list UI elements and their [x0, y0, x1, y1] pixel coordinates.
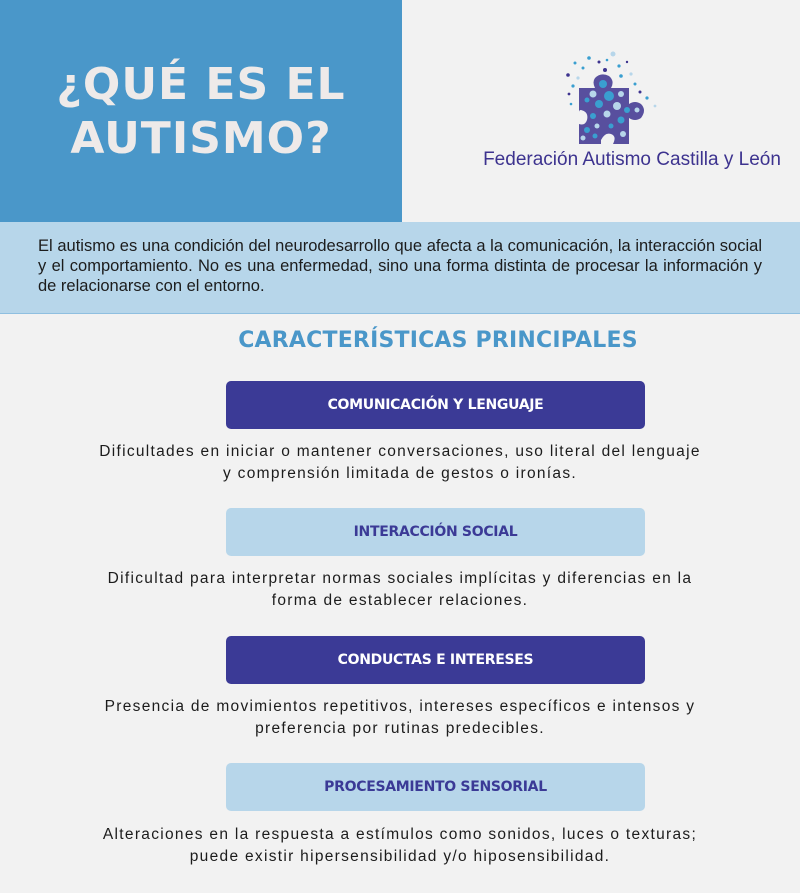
logo-panel [402, 0, 800, 222]
characteristic-label-behaviors [226, 636, 645, 684]
description-line: puede existir hipersensibilidad y/o hiposensibilidad. [189, 848, 611, 865]
characteristic-description-communication [40, 441, 760, 485]
description-line: Dificultades en iniciar o mantener conversaciones, uso literal del lenguaje [99, 443, 701, 460]
page-title [56, 58, 345, 166]
puzzle-piece-dots-icon [565, 48, 660, 146]
page-title-line-1: ¿QUÉ ES EL [56, 59, 346, 110]
characteristic-label-text: INTERACCIÓN SOCIAL [353, 524, 518, 540]
description-line: Alteraciones en la respuesta a estímulos como sonidos, luces o texturas; [102, 826, 698, 843]
characteristic-label-social [226, 508, 645, 556]
intro-text: El autismo es una condición del neurodesarrollo que afecta a la comunicación, la interacción social y el comportamiento. No es una enfermedad, sino una forma distinta de procesar la información y de relacionarse con el entorno. [38, 237, 762, 295]
characteristic-description-social [40, 568, 760, 612]
page-title-line-2: AUTISMO? [70, 113, 332, 164]
description-line: preferencia por rutinas predecibles. [255, 720, 545, 737]
description-line: y comprensión limitada de gestos o ironías. [223, 465, 577, 482]
organization-name: Federación Autismo Castilla y León [483, 149, 781, 170]
characteristic-label-communication [226, 381, 645, 429]
characteristic-label-sensory [226, 763, 645, 811]
characteristic-label-text: PROCESAMIENTO SENSORIAL [324, 779, 547, 795]
description-line: forma de establecer relaciones. [271, 592, 529, 609]
characteristic-description-behaviors [40, 696, 760, 740]
section-title: CARACTERÍSTICAS PRINCIPALES [238, 328, 638, 353]
description-line: Dificultad para interpretar normas sociales implícitas y diferencias en la [107, 570, 693, 587]
intro-band [0, 222, 800, 314]
characteristic-description-sensory [40, 824, 760, 868]
characteristic-label-text: CONDUCTAS E INTERESES [337, 652, 534, 668]
characteristic-label-text: COMUNICACIÓN Y LENGUAJE [327, 397, 544, 413]
hero-title-panel [0, 0, 402, 222]
description-line: Presencia de movimientos repetitivos, intereses específicos e intensos y [104, 698, 696, 715]
